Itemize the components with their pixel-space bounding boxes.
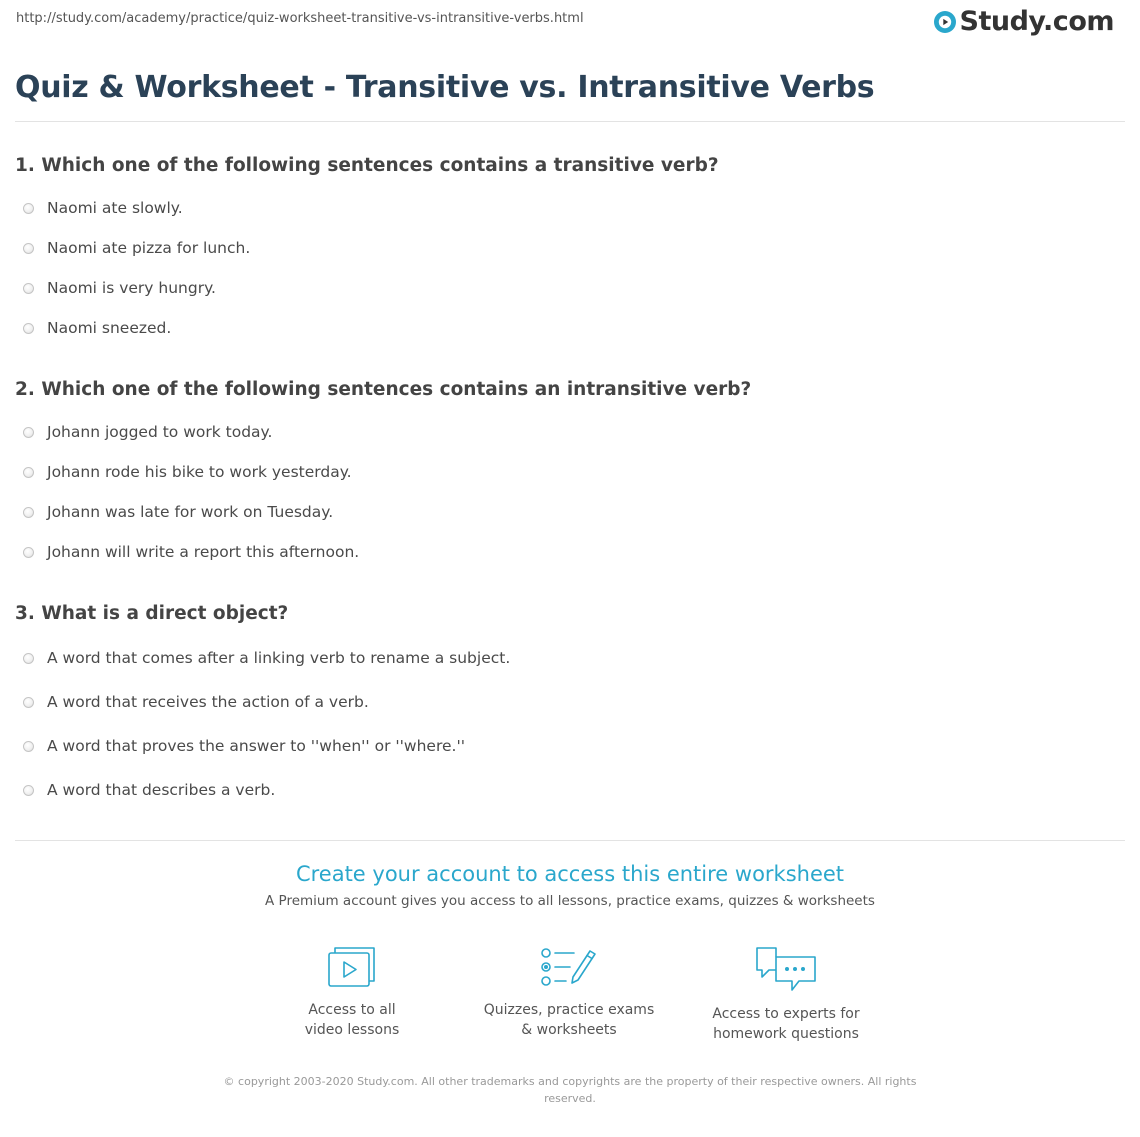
radio-button[interactable] (23, 243, 34, 254)
chat-bubbles-icon (754, 944, 818, 994)
section-divider (15, 840, 1125, 841)
question-3-option[interactable] (23, 779, 275, 801)
option-label: A word that comes after a linking verb to rename a subject. (47, 649, 511, 667)
logo-text: Study.com (959, 6, 1114, 37)
feature-experts (686, 944, 886, 1044)
feature-line: Quizzes, practice exams (483, 1002, 655, 1018)
title-divider (15, 121, 1125, 122)
copyright-notice: © copyright 2003-2020 Study.com. All other trademarks and copyrights are the property of their respective owners. All rights reserved. (223, 1075, 917, 1105)
question-3-option[interactable] (23, 735, 465, 757)
question-1: 1. Which one of the following sentences contains a transitive verb? (15, 155, 719, 176)
option-label: Naomi is very hungry. (47, 279, 216, 297)
question-2: 2. Which one of the following sentences contains an intransitive verb? (15, 379, 752, 400)
radio-button[interactable] (23, 507, 34, 518)
question-3: 3. What is a direct object? (15, 603, 289, 624)
question-3-option[interactable] (23, 647, 510, 669)
question-3-option[interactable] (23, 691, 369, 713)
radio-button[interactable] (23, 467, 34, 478)
create-account-link[interactable]: Create your account to access this entire worksheet (295, 862, 845, 886)
option-label: A word that receives the action of a verb. (47, 693, 369, 711)
radio-button[interactable] (23, 283, 34, 294)
page-url: http://study.com/academy/practice/quiz-worksheet-transitive-vs-intransitive-verbs.html (16, 11, 584, 26)
quiz-checklist-icon (540, 944, 598, 990)
question-1-option[interactable] (23, 237, 250, 259)
option-label: A word that describes a verb. (47, 781, 276, 799)
option-label: Naomi sneezed. (47, 319, 172, 337)
question-2-option[interactable] (23, 461, 352, 483)
question-1-option[interactable] (23, 197, 183, 219)
radio-button[interactable] (23, 323, 34, 334)
feature-line: homework questions (713, 1026, 859, 1042)
radio-button[interactable] (23, 427, 34, 438)
option-label: Johann was late for work on Tuesday. (47, 503, 334, 521)
question-2-option[interactable] (23, 541, 359, 563)
question-1-option[interactable] (23, 317, 171, 339)
option-label: Naomi ate pizza for lunch. (47, 239, 251, 257)
option-label: Johann rode his bike to work yesterday. (47, 463, 352, 481)
radio-button[interactable] (23, 653, 34, 664)
feature-quizzes (469, 944, 669, 1040)
study-logo[interactable] (933, 6, 1114, 37)
feature-line: Access to all (308, 1002, 396, 1018)
question-1-option[interactable] (23, 277, 216, 299)
radio-button[interactable] (23, 547, 34, 558)
radio-button[interactable] (23, 697, 34, 708)
option-label: Naomi ate slowly. (47, 199, 183, 217)
radio-button[interactable] (23, 741, 34, 752)
option-label: Johann jogged to work today. (47, 423, 273, 441)
premium-description: A Premium account gives you access to all lessons, practice exams, quizzes & worksheets (265, 893, 875, 909)
radio-button[interactable] (23, 785, 34, 796)
feature-video-lessons (252, 944, 452, 1040)
option-label: Johann will write a report this afternoon. (47, 543, 360, 561)
page-title: Quiz & Worksheet - Transitive vs. Intransitive Verbs (15, 70, 875, 105)
feature-line: video lessons (304, 1022, 400, 1038)
play-circle-icon (933, 10, 957, 34)
radio-button[interactable] (23, 203, 34, 214)
question-2-option[interactable] (23, 501, 333, 523)
video-lessons-icon (326, 944, 378, 990)
feature-line: Access to experts for (712, 1006, 860, 1022)
feature-line: & worksheets (521, 1022, 617, 1038)
question-2-option[interactable] (23, 421, 272, 443)
option-label: A word that proves the answer to ''when'' or ''where.'' (47, 737, 465, 755)
